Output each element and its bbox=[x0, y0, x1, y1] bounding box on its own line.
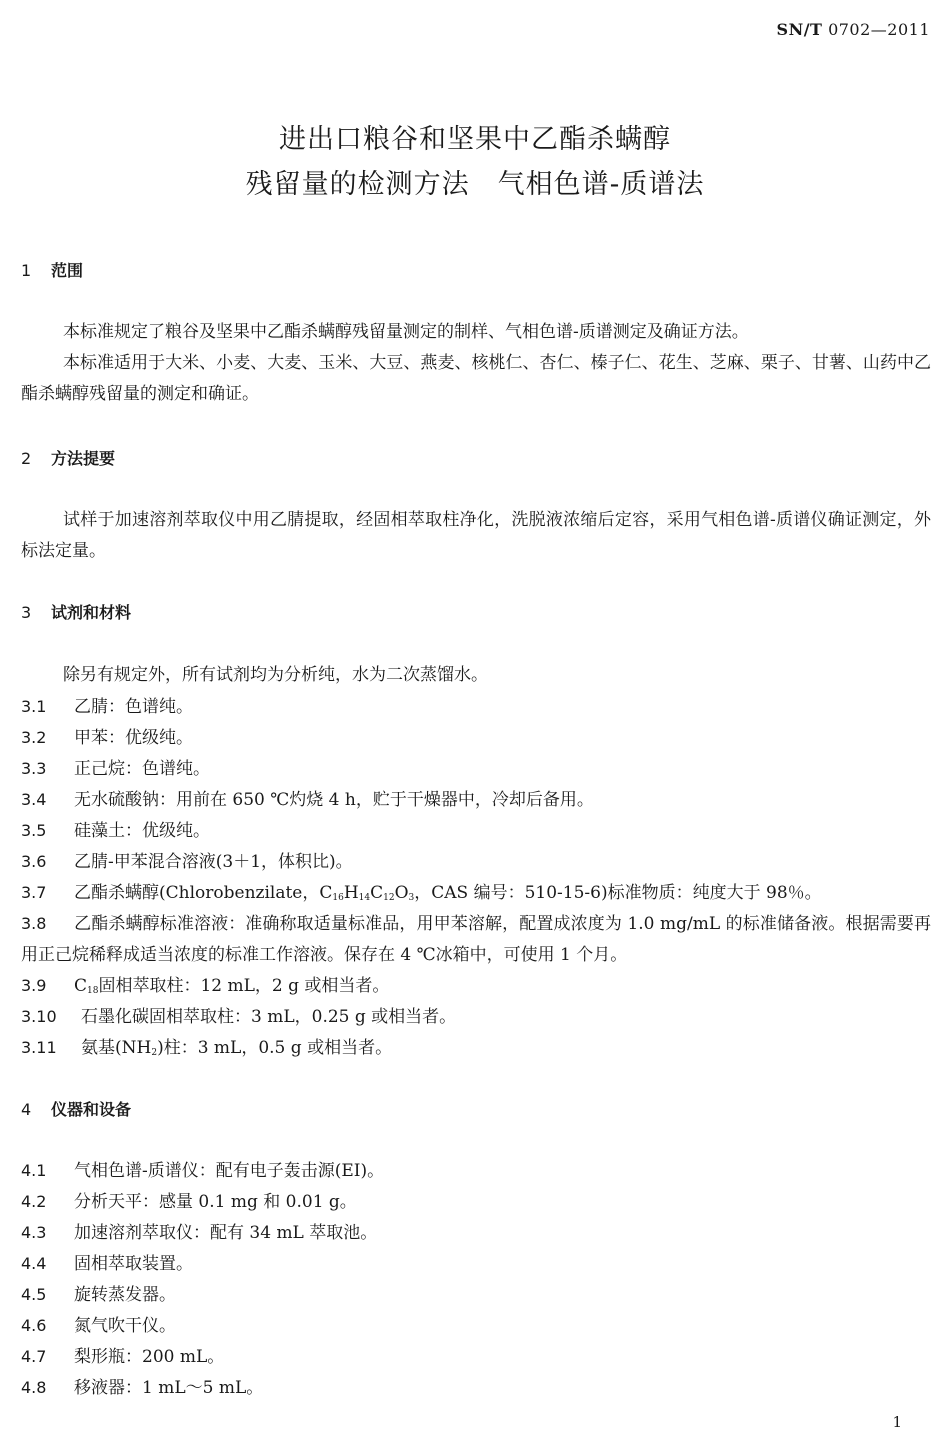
list-item: 3.3 正己烷：色谱纯。 bbox=[21, 759, 210, 779]
list-item: 4.2 分析天平：感量 0.1 mg 和 0.01 g。 bbox=[21, 1192, 357, 1212]
section-heading-4: 4 仪器和设备 bbox=[21, 1100, 132, 1119]
scope-paragraph-1: 本标准规定了粮谷及坚果中乙酯杀螨醇残留量测定的制样、气相色谱-质谱测定及确证方法。 bbox=[63, 322, 749, 342]
list-item: 4.8 移液器：1 mL～5 mL。 bbox=[21, 1378, 264, 1398]
list-item: 3.8 乙酯杀螨醇标准溶液：准确称取适量标准品，用甲苯溶解，配置成浓度为 1.0 mg/mL 的标准储备液。根据需要再用正己烷稀释成适当浓度的标准工作溶液。保存在 4 ℃冰箱中，可使用 1 个月。 bbox=[21, 914, 931, 965]
standard-number: 0702—2011 bbox=[828, 20, 930, 39]
list-item: 4.5 旋转蒸发器。 bbox=[21, 1285, 176, 1305]
list-item: 3.5 硅藻土：优级纯。 bbox=[21, 821, 210, 841]
list-item: 3.9 $C_{18}$固相萃取柱：12 mL，2 g 或相当者。 bbox=[21, 976, 390, 996]
method-paragraph: 试样于加速溶剂萃取仪中用乙腈提取，经固相萃取柱净化，洗脱液浓缩后定容，采用气相色谱-质谱仪确证测定，外标法定量。 bbox=[21, 510, 931, 561]
list-item: 4.3 加速溶剂萃取仪：配有 34 mL 萃取池。 bbox=[21, 1223, 378, 1243]
list-item: 4.6 氮气吹干仪。 bbox=[21, 1316, 176, 1336]
list-item: 3.2 甲苯：优级纯。 bbox=[21, 728, 193, 748]
scope-paragraph-2: 本标准适用于大米、小麦、大麦、玉米、大豆、燕麦、核桃仁、杏仁、榛子仁、花生、芝麻、栗子、甘薯、山药中乙酯杀螨醇残留量的测定和确证。 bbox=[21, 353, 931, 404]
section-heading-3: 3 试剂和材料 bbox=[21, 603, 132, 622]
reagents-intro: 除另有规定外，所有试剂均为分析纯，水为二次蒸馏水。 bbox=[63, 665, 488, 685]
list-item: 3.1 乙腈：色谱纯。 bbox=[21, 697, 193, 717]
list-item: 4.1 气相色谱-质谱仪：配有电子轰击源(EI)。 bbox=[21, 1161, 385, 1181]
section-heading-1: 1 范围 bbox=[21, 261, 84, 280]
list-item: 3.10 石墨化碳固相萃取柱：3 mL，0.25 g 或相当者。 bbox=[21, 1007, 457, 1027]
list-item: 3.4 无水硫酸钠：用前在 650 ℃灼烧 4 h，贮于干燥器中，冷却后备用。 bbox=[21, 790, 594, 810]
list-item: 3.7 乙酯杀螨醇(Chlorobenzilate，$C_{16}H_{14}C_{12}O_3$，CAS 编号：510-15-6)标准物质：纯度大于 98％。 bbox=[21, 883, 822, 903]
standard-code bbox=[777, 20, 930, 39]
page-number: 1 bbox=[892, 1413, 902, 1431]
list-item: 4.7 梨形瓶：200 mL。 bbox=[21, 1347, 225, 1367]
list-item: 3.6 乙腈-甲苯混合溶液(3＋1，体积比)。 bbox=[21, 852, 353, 872]
document-title-line2: 残留量的检测方法 气相色谱-质谱法 bbox=[245, 169, 705, 200]
document-title-line1: 进出口粮谷和坚果中乙酯杀螨醇 bbox=[279, 124, 671, 155]
list-item: 4.4 固相萃取装置。 bbox=[21, 1254, 193, 1274]
standard-prefix: SN/T bbox=[776, 20, 823, 39]
section-heading-2: 2 方法提要 bbox=[21, 449, 116, 468]
list-item: 3.11 氨基$(NH_2)$柱：3 mL，0.5 g 或相当者。 bbox=[21, 1038, 393, 1058]
